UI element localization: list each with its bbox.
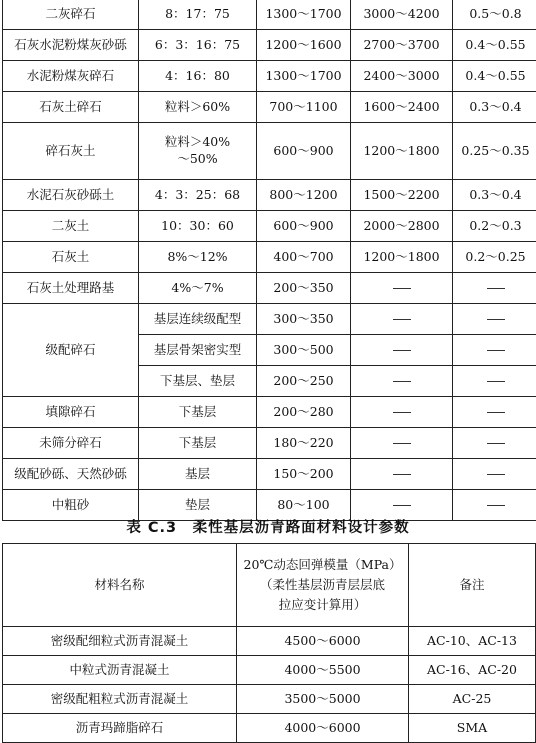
material-name: 水泥粉煤灰碎石: [3, 61, 139, 92]
dash-mark: [487, 319, 505, 320]
strength-value: 1600～2400: [351, 92, 453, 123]
dash-mark: [487, 412, 505, 413]
material-name: 石灰水泥粉煤灰砂砾: [3, 30, 139, 61]
dash-mark: [487, 350, 505, 351]
modulus-value: 600～900: [257, 211, 351, 242]
table-row: [3, 273, 536, 304]
table-row: [3, 627, 536, 656]
modulus-value: 200～280: [257, 397, 351, 428]
layer-type: 下基层、垫层: [139, 366, 257, 397]
empty-dash-cell: [453, 335, 536, 366]
table-row: [3, 0, 536, 30]
coefficient-value: 0.5～0.8: [453, 0, 536, 30]
note-value: AC-10、AC-13: [409, 627, 536, 656]
modulus-value: 300～500: [257, 335, 351, 366]
coefficient-value: 0.3～0.4: [453, 92, 536, 123]
layer-type: 基层骨架密实型: [139, 335, 257, 366]
material-name: 填隙碎石: [3, 397, 139, 428]
mix-ratio-line2: ～50%: [139, 151, 256, 168]
dash-mark: [393, 443, 411, 444]
modulus-value: 1300～1700: [257, 0, 351, 30]
coefficient-value: 0.4～0.55: [453, 30, 536, 61]
header-modulus: [237, 544, 409, 627]
dash-mark: [487, 474, 505, 475]
modulus-value: 4000～5500: [237, 656, 409, 685]
material-name: 未筛分碎石: [3, 428, 139, 459]
header-modulus-line3: 拉应变计算用）: [237, 595, 408, 615]
table-row: [3, 656, 536, 685]
header-material-name: 材料名称: [3, 544, 237, 627]
table-caption: 表 C.3 柔性基层沥青路面材料设计参数: [0, 516, 536, 537]
layer-type: 基层: [139, 459, 257, 490]
material-name: 密级配粗粒式沥青混凝土: [3, 685, 237, 714]
layer-type: 基层连续级配型: [139, 304, 257, 335]
strength-value: 2400～3000: [351, 61, 453, 92]
modulus-value: 180～220: [257, 428, 351, 459]
table-row: [3, 428, 536, 459]
empty-dash-cell: [351, 428, 453, 459]
note-value: AC-16、AC-20: [409, 656, 536, 685]
material-name: 密级配细粒式沥青混凝土: [3, 627, 237, 656]
table-header-row: [3, 544, 536, 627]
coefficient-value: 0.25～0.35: [453, 123, 536, 180]
material-name: 级配碎石: [3, 304, 139, 397]
dash-mark: [393, 505, 411, 506]
table-row: [3, 714, 536, 743]
modulus-value: 700～1100: [257, 92, 351, 123]
empty-dash-cell: [453, 273, 536, 304]
table-row: [3, 180, 536, 211]
table-row: [3, 123, 536, 180]
empty-dash-cell: [453, 397, 536, 428]
table-row: [3, 304, 536, 335]
header-note: 备注: [409, 544, 536, 627]
table-row: [3, 459, 536, 490]
material-name: 石灰土处理路基: [3, 273, 139, 304]
layer-type: 垫层: [139, 490, 257, 521]
material-name: 石灰土碎石: [3, 92, 139, 123]
table-row: [3, 61, 536, 92]
mix-ratio: 8：17：75: [139, 0, 257, 30]
modulus-value: 80～100: [257, 490, 351, 521]
empty-dash-cell: [351, 366, 453, 397]
mix-ratio: 4%～7%: [139, 273, 257, 304]
table-row: [3, 397, 536, 428]
coefficient-value: 0.4～0.55: [453, 61, 536, 92]
material-name: 二灰土: [3, 211, 139, 242]
material-name: 二灰碎石: [3, 0, 139, 30]
table-row: [3, 211, 536, 242]
material-name: 中粗砂: [3, 490, 139, 521]
dash-mark: [487, 381, 505, 382]
dash-mark: [487, 288, 505, 289]
table-row: [3, 242, 536, 273]
material-name: 石灰土: [3, 242, 139, 273]
dash-mark: [393, 319, 411, 320]
modulus-value: 3500～5000: [237, 685, 409, 714]
mix-ratio: 8%～12%: [139, 242, 257, 273]
strength-value: 2700～3700: [351, 30, 453, 61]
asphalt-material-table: [2, 543, 536, 743]
modulus-value: 1300～1700: [257, 61, 351, 92]
note-value: AC-25: [409, 685, 536, 714]
dash-mark: [393, 350, 411, 351]
modulus-value: 150～200: [257, 459, 351, 490]
coefficient-value: 0.3～0.4: [453, 180, 536, 211]
header-modulus-line2: （柔性基层沥青层层底: [237, 575, 408, 595]
strength-value: 1500～2200: [351, 180, 453, 211]
coefficient-value: 0.2～0.3: [453, 211, 536, 242]
empty-dash-cell: [351, 304, 453, 335]
empty-dash-cell: [453, 428, 536, 459]
material-name: 级配砂砾、天然砂砾: [3, 459, 139, 490]
modulus-value: 1200～1600: [257, 30, 351, 61]
mix-ratio: 粒料＞60%: [139, 92, 257, 123]
empty-dash-cell: [351, 273, 453, 304]
dash-mark: [487, 443, 505, 444]
header-modulus-line1: 20℃动态回弹模量（MPa）: [237, 555, 408, 575]
material-name: 中粒式沥青混凝土: [3, 656, 237, 685]
dash-mark: [393, 288, 411, 289]
dash-mark: [487, 505, 505, 506]
empty-dash-cell: [351, 335, 453, 366]
material-name: 沥青玛蹄脂碎石: [3, 714, 237, 743]
mix-ratio-line1: 粒料＞40%: [139, 134, 256, 151]
dash-mark: [393, 474, 411, 475]
mix-ratio: [139, 123, 257, 180]
mix-ratio: 10：30：60: [139, 211, 257, 242]
material-parameters-table: [2, 0, 536, 521]
modulus-value: 200～350: [257, 273, 351, 304]
modulus-value: 200～250: [257, 366, 351, 397]
coefficient-value: 0.2～0.25: [453, 242, 536, 273]
mix-ratio: 4：3：25：68: [139, 180, 257, 211]
table-row: [3, 685, 536, 714]
empty-dash-cell: [453, 366, 536, 397]
dash-mark: [393, 412, 411, 413]
layer-type: 下基层: [139, 397, 257, 428]
material-name: 碎石灰土: [3, 123, 139, 180]
strength-value: 1200～1800: [351, 242, 453, 273]
strength-value: 1200～1800: [351, 123, 453, 180]
mix-ratio: 6：3：16：75: [139, 30, 257, 61]
modulus-value: 600～900: [257, 123, 351, 180]
strength-value: 2000～2800: [351, 211, 453, 242]
empty-dash-cell: [453, 459, 536, 490]
table-row: [3, 92, 536, 123]
table-row: [3, 30, 536, 61]
empty-dash-cell: [351, 397, 453, 428]
mix-ratio: 4：16：80: [139, 61, 257, 92]
modulus-value: 4000～6000: [237, 714, 409, 743]
strength-value: 3000～4200: [351, 0, 453, 30]
empty-dash-cell: [351, 459, 453, 490]
layer-type: 下基层: [139, 428, 257, 459]
modulus-value: 400～700: [257, 242, 351, 273]
note-value: SMA: [409, 714, 536, 743]
modulus-value: 800～1200: [257, 180, 351, 211]
material-name: 水泥石灰砂砾土: [3, 180, 139, 211]
dash-mark: [393, 381, 411, 382]
modulus-value: 300～350: [257, 304, 351, 335]
modulus-value: 4500～6000: [237, 627, 409, 656]
empty-dash-cell: [453, 304, 536, 335]
